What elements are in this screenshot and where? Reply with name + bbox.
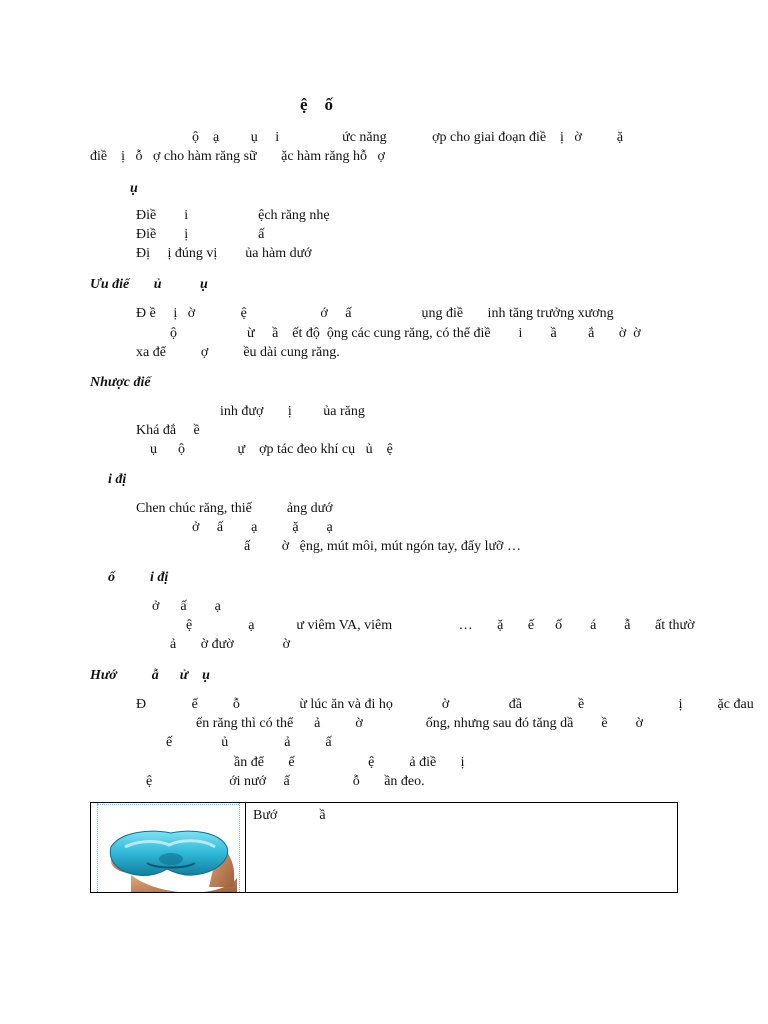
list-item: Khá đắ ề: [136, 423, 200, 438]
mouth-trainer-appliance-icon: [91, 803, 245, 892]
intro-line-1: ộ ạ ụ i ức năng ợp cho giai đoạn điề ị ờ ặ: [192, 130, 624, 145]
paragraph-line: Đ ề ị ờ ệ ớ ấ ụng điề inh tăng trưởng xương: [136, 306, 614, 321]
paragraph-line: ệ ới nướ ấ ỗ ần đeo.: [146, 774, 425, 789]
section-heading-1: ụ: [130, 181, 138, 196]
table-image-cell: [91, 803, 246, 892]
instruction-table: [90, 802, 678, 893]
list-item: Điề i ệch răng nhẹ: [136, 208, 330, 223]
paragraph-line: ến răng thì có thể ả ờ ống, nhưng sau đó tăng dầ ề ờ: [196, 716, 643, 731]
page-title: ệ ố: [300, 95, 334, 114]
list-item: Điề ị ấ: [136, 227, 265, 242]
list-item: Chen chúc răng, thiế ảng dướ: [136, 501, 333, 516]
list-item: inh đượ ị ủa răng: [220, 404, 365, 419]
list-item: ả ờ đườ ờ: [170, 637, 291, 652]
list-item: ở ấ ạ: [152, 599, 221, 614]
section-heading-3: Nhược điể: [90, 375, 151, 390]
paragraph-line: xa để ợ ều dài cung răng.: [136, 345, 340, 360]
paragraph-line: ần để ế ệ ả điề ị: [234, 755, 465, 770]
paragraph-line: Đ ế ỗ ừ lúc ăn và đi họ ờ đầ ề ị ặc đau: [136, 697, 754, 712]
intro-line-2: điề ị ỗ ợ cho hàm răng sữ ặc hàm răng hỗ ợ: [90, 149, 385, 164]
list-item: ệ ạ ư viêm VA, viêm … ặ ế ố á ẫ ất thườ: [186, 618, 695, 633]
paragraph-line: ộ ừ ầ ết độ ộng các cung răng, có thể điề i ầ ắ ờ ờ: [170, 326, 641, 341]
section-heading-4: i đị: [108, 472, 127, 487]
list-item: ấ ờ ệng, mút môi, mút ngón tay, đẩy lưỡ …: [244, 539, 521, 554]
paragraph-line: ế ủ ả ấ: [166, 735, 332, 750]
list-item: ụ ộ ự ợp tác đeo khí cụ ủ ệ: [150, 442, 393, 457]
list-item: Đị ị đúng vị ủa hàm dướ: [136, 246, 312, 261]
section-heading-2: Ưu điể ủ ụ: [90, 277, 208, 292]
list-item: ở ấ ạ ặ ạ: [192, 520, 333, 535]
section-heading-5: ố i đị: [108, 570, 169, 585]
table-text-cell: Bướ ầ: [253, 808, 326, 823]
section-heading-6: Hướ ẫ ử ụ: [90, 668, 210, 683]
